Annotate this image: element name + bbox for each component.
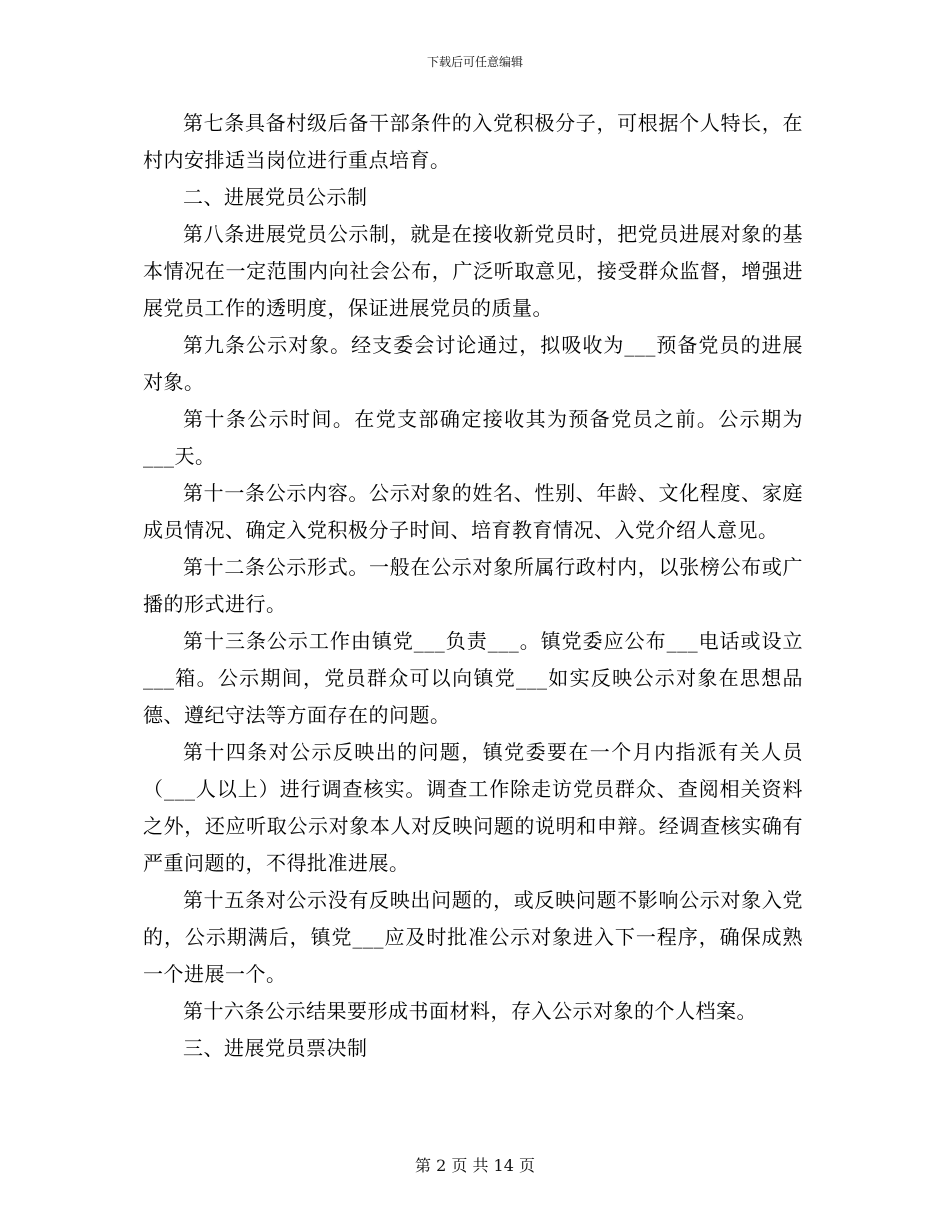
paragraph-article-16: 第十六条公示结果要形成书面材料，存入公示对象的个人档案。 [183, 999, 757, 1023]
section-heading-2: 二、进展党员公示制 [183, 185, 368, 209]
paragraph-article-13: 第十三条公示工作由镇党___负责___。镇党委应公布___电话或设立___箱。公示期间，党员群众可以向镇党___如实反映公示对象在思想品德、遵纪守法等方面存在的问题。 [143, 629, 803, 727]
page-footer: 第 2 页 共 14 页 [415, 1156, 535, 1175]
section-heading-3: 三、进展党员票决制 [183, 1036, 368, 1060]
paragraph-article-11: 第十一条公示内容。公示对象的姓名、性别、年龄、文化程度、家庭成员情况、确定入党积极分子时间、培育教育情况、入党介绍人意见。 [143, 481, 803, 542]
paragraph-article-9: 第九条公示对象。经支委会讨论通过，拟吸收为___预备党员的进展对象。 [143, 333, 803, 394]
paragraph-article-7: 第七条具备村级后备干部条件的入党积极分子，可根据个人特长，在村内安排适当岗位进行重点培育。 [143, 111, 803, 172]
document-body [143, 105, 803, 1067]
paragraph-article-12: 第十二条公示形式。一般在公示对象所属行政村内，以张榜公布或广播的形式进行。 [143, 555, 803, 616]
paragraph-article-15: 第十五条对公示没有反映出问题的，或反映问题不影响公示对象入党的，公示期满后，镇党___应及时批准公示对象进入下一程序，确保成熟一个进展一个。 [143, 888, 803, 986]
paragraph-article-8: 第八条进展党员公示制，就是在接收新党员时，把党员进展对象的基本情况在一定范围内向社会公布，广泛听取意见，接受群众监督，增强进展党员工作的透明度，保证进展党员的质量。 [143, 222, 803, 320]
page-header: 下载后可任意编辑 [426, 55, 523, 69]
paragraph-article-14: 第十四条对公示反映出的问题，镇党委要在一个月内指派有关人员（___人以上）进行调查核实。调查工作除走访党员群众、查阅相关资料之外，还应听取公示对象本人对反映问题的说明和申辩。经调查核实确有严重问题的，不得批准进展。 [143, 740, 803, 875]
paragraph-article-10: 第十条公示时间。在党支部确定接收其为预备党员之前。公示期为___天。 [143, 407, 803, 468]
